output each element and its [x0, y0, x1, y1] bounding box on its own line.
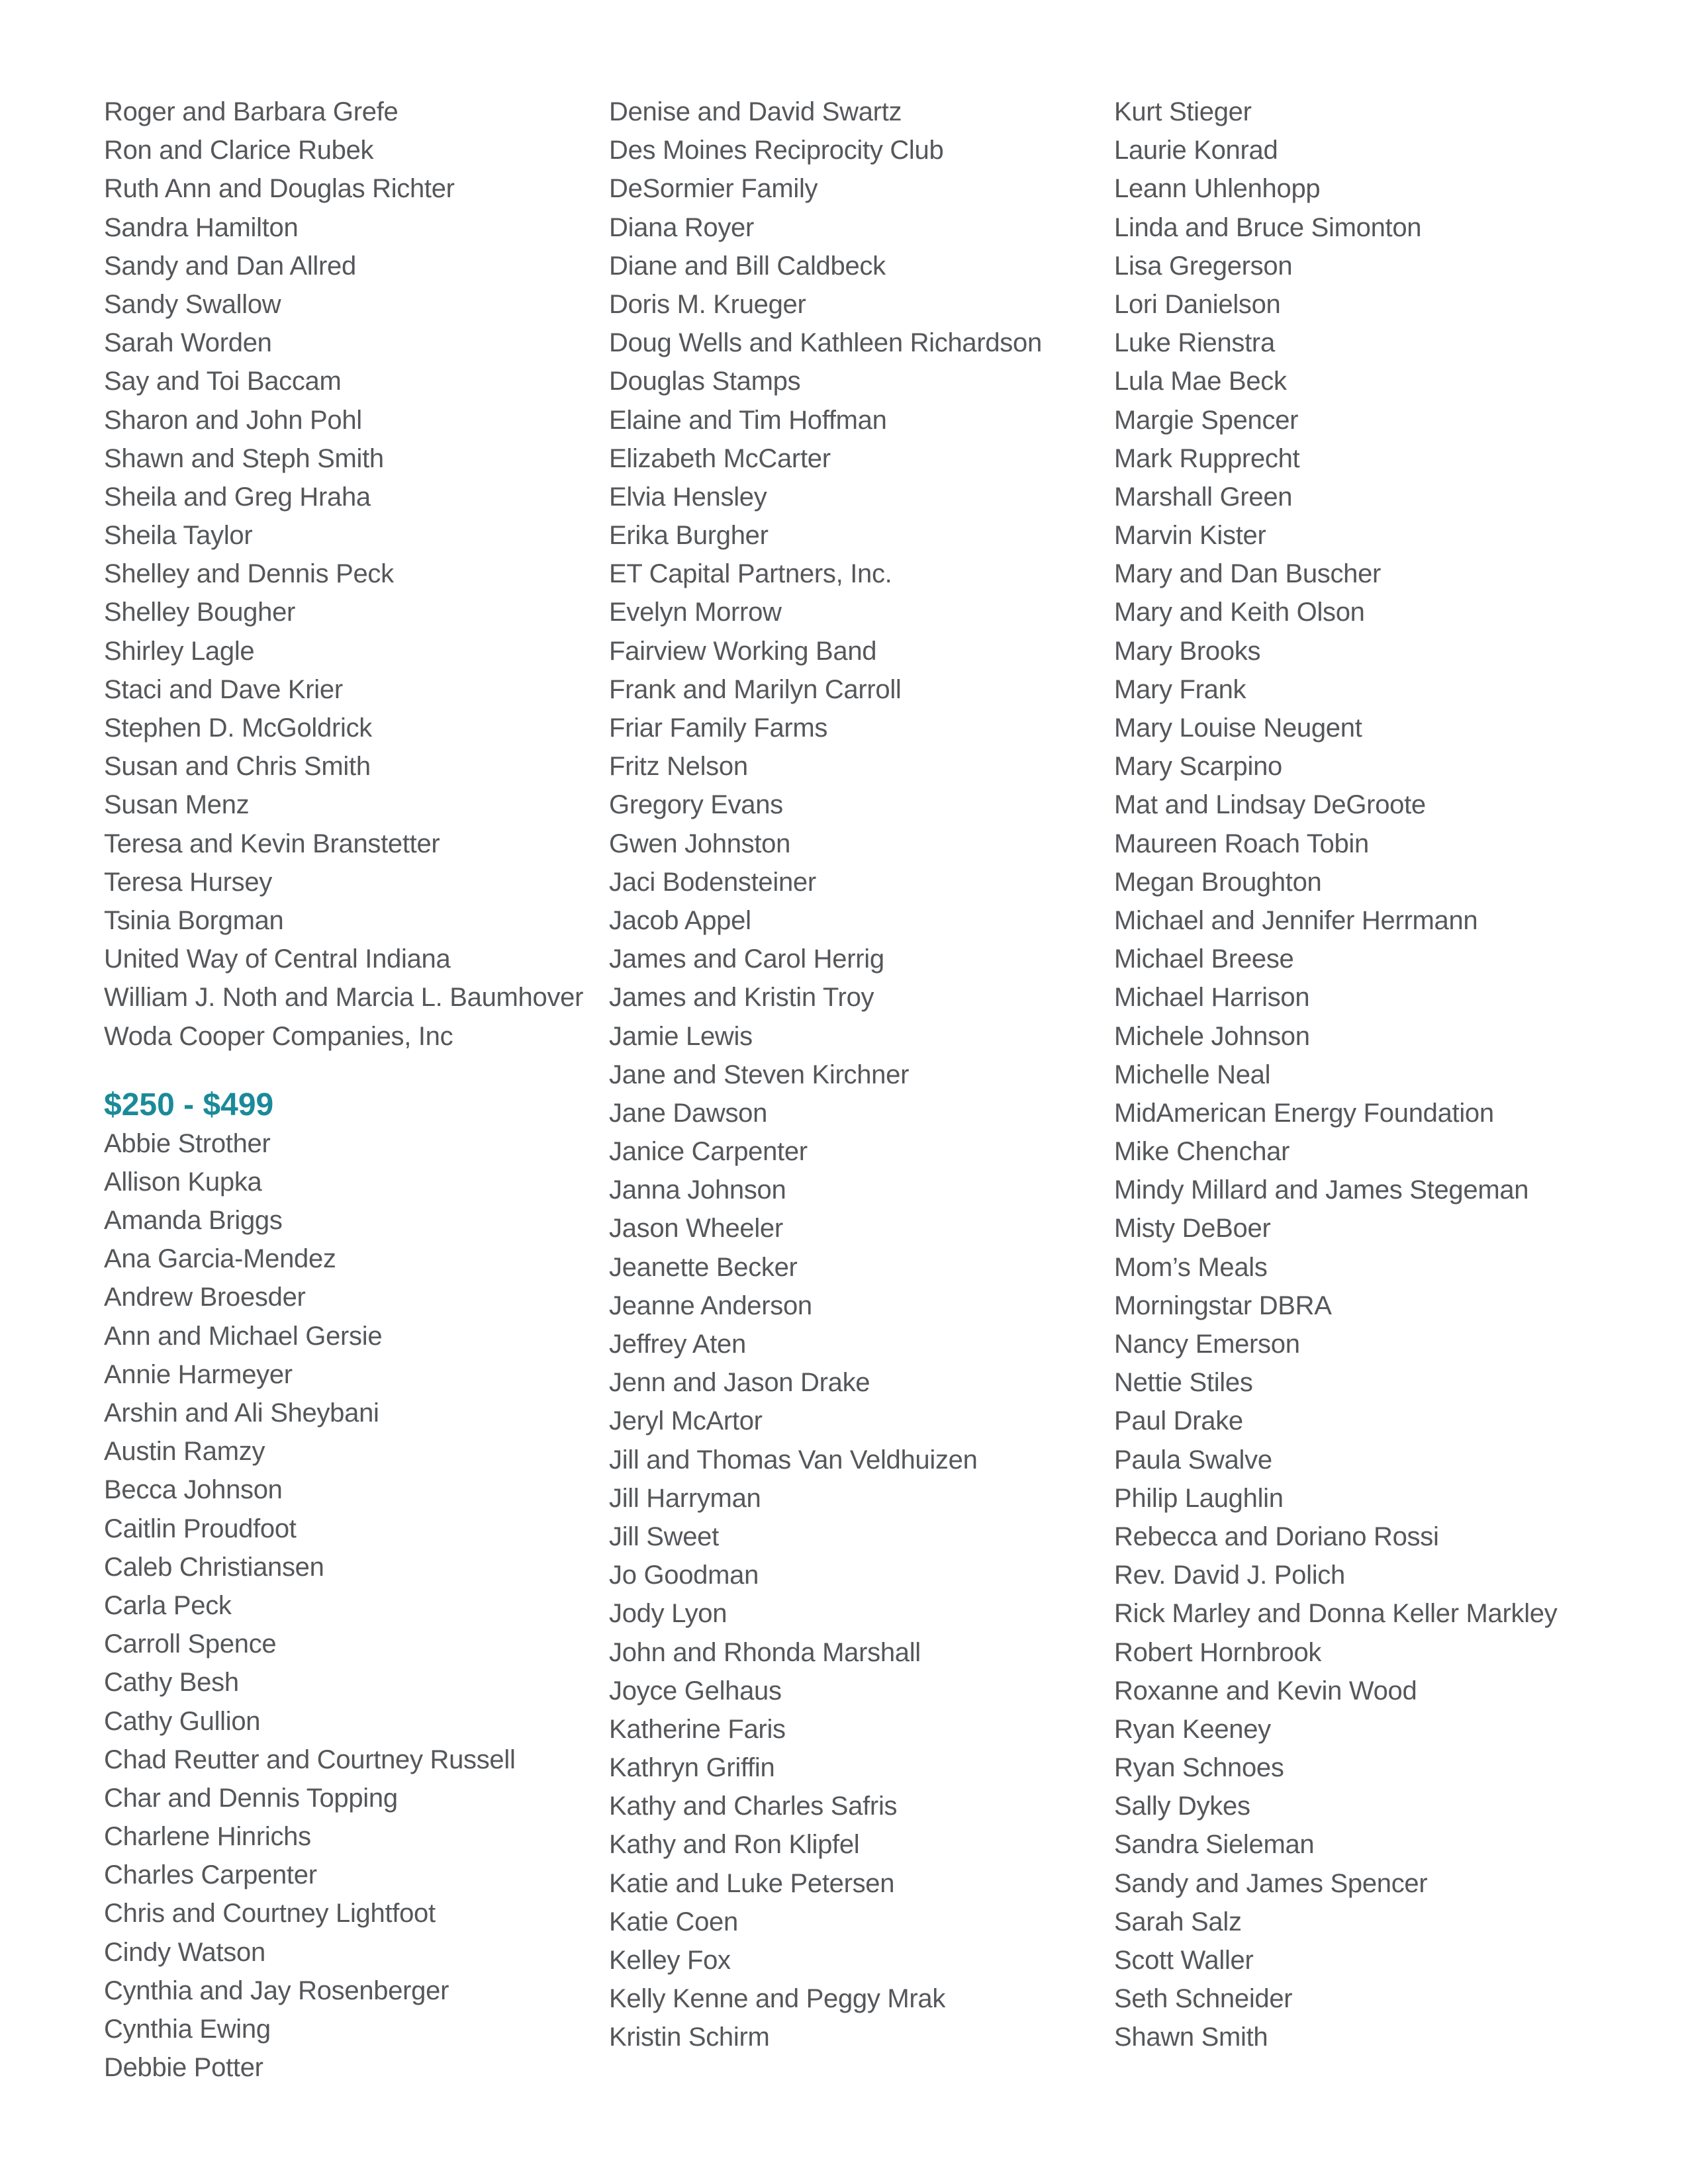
donor-name: Shirley Lagle: [104, 636, 255, 666]
donor-name: Mary Louise Neugent: [1114, 713, 1362, 743]
donor-list: [1114, 93, 1617, 2057]
donor-name: William J. Noth and Marcia L. Baumhover: [104, 983, 584, 1013]
donor-name: Ana Garcia-Mendez: [104, 1244, 336, 1274]
donor-name: Rebecca and Doriano Rossi: [1114, 1522, 1439, 1551]
donor-name: Kathy and Charles Safris: [609, 1792, 898, 1821]
donor-name: Sharon and John Pohl: [104, 405, 362, 435]
donor-name: Sally Dykes: [1114, 1792, 1250, 1821]
donor-name: DeSormier Family: [609, 174, 818, 204]
donor-name: Charles Carpenter: [104, 1860, 317, 1890]
donor-name: Mindy Millard and James Stegeman: [1114, 1175, 1529, 1205]
donor-name: Jill Harryman: [609, 1483, 761, 1513]
donor-name: Sandra Sieleman: [1114, 1830, 1315, 1860]
donor-name: Doug Wells and Kathleen Richardson: [609, 328, 1042, 358]
donor-name: Jacob Appel: [609, 905, 751, 935]
donor-name: Erika Burgher: [609, 521, 769, 551]
donor-name: Douglas Stamps: [609, 367, 801, 396]
donor-name: Misty DeBoer: [1114, 1214, 1271, 1244]
donor-name: United Way of Central Indiana: [104, 944, 451, 974]
donor-name: Carla Peck: [104, 1590, 232, 1620]
donor-name: Des Moines Reciprocity Club: [609, 136, 944, 165]
donor-name: Rick Marley and Donna Keller Markley: [1114, 1599, 1558, 1629]
donor-name: Elvia Hensley: [609, 482, 767, 512]
donor-list-continued: [104, 93, 584, 1056]
donor-name: Teresa Hursey: [104, 867, 272, 897]
donor-name: Tsinia Borgman: [104, 905, 284, 935]
donor-name: Janna Johnson: [609, 1175, 786, 1205]
donor-name: Margie Spencer: [1114, 405, 1299, 435]
donor-name: Friar Family Farms: [609, 713, 828, 743]
donor-name: Kathryn Griffin: [609, 1753, 775, 1783]
donor-name: Sarah Worden: [104, 328, 272, 358]
donor-name: Katie Coen: [609, 1907, 738, 1936]
donor-name: Caleb Christiansen: [104, 1552, 324, 1582]
donor-name: Mary Brooks: [1114, 636, 1261, 666]
donor-name: Nancy Emerson: [1114, 1330, 1300, 1359]
donor-name: Gregory Evans: [609, 790, 783, 820]
donor-name: Cindy Watson: [104, 1937, 265, 1967]
donor-name: Jill Sweet: [609, 1522, 719, 1551]
donor-name: Char and Dennis Topping: [104, 1783, 398, 1813]
donor-name: Lisa Gregerson: [1114, 251, 1293, 281]
donor-name: Sandy and James Spencer: [1114, 1868, 1428, 1898]
donor-name: Shelley Bougher: [104, 598, 296, 627]
donor-name: Katie and Luke Petersen: [609, 1868, 895, 1898]
donor-name: Annie Harmeyer: [104, 1359, 293, 1389]
donor-name: Katherine Faris: [609, 1714, 786, 1744]
donor-name: Michael Harrison: [1114, 983, 1310, 1013]
donor-name: Cynthia and Jay Rosenberger: [104, 1976, 449, 2005]
donor-name: Mary and Dan Buscher: [1114, 559, 1382, 589]
donor-name: Roger and Barbara Grefe: [104, 97, 399, 126]
donor-name: Sandy and Dan Allred: [104, 251, 356, 281]
donor-name: Michael and Jennifer Herrmann: [1114, 905, 1478, 935]
donor-name: Kelley Fox: [609, 1946, 731, 1975]
donor-name: Ruth Ann and Douglas Richter: [104, 174, 455, 204]
donor-name: Shawn and Steph Smith: [104, 443, 384, 473]
donor-name: Denise and David Swartz: [609, 97, 902, 126]
donor-name: Sheila Taylor: [104, 521, 253, 551]
donor-name: Mike Chenchar: [1114, 1137, 1290, 1167]
donor-column-1: [104, 93, 584, 2087]
donor-name: Mat and Lindsay DeGroote: [1114, 790, 1426, 820]
donor-name: Michael Breese: [1114, 944, 1294, 974]
donor-name: Ann and Michael Gersie: [104, 1321, 383, 1351]
donor-name: Shelley and Dennis Peck: [104, 559, 394, 589]
donor-name: Jason Wheeler: [609, 1214, 783, 1244]
donor-name: Andrew Broesder: [104, 1283, 306, 1312]
donor-name: Ron and Clarice Rubek: [104, 136, 374, 165]
donor-name: ET Capital Partners, Inc.: [609, 559, 892, 589]
donor-name: Becca Johnson: [104, 1475, 283, 1505]
donor-name: Kathy and Ron Klipfel: [609, 1830, 860, 1860]
donor-name: Staci and Dave Krier: [104, 674, 343, 704]
donor-list: [609, 93, 1086, 2057]
donor-name: Ryan Keeney: [1114, 1714, 1271, 1744]
donor-name: Charlene Hinrichs: [104, 1822, 311, 1852]
donor-name: Linda and Bruce Simonton: [1114, 212, 1422, 242]
donor-name: Morningstar DBRA: [1114, 1291, 1332, 1320]
donor-name: Janice Carpenter: [609, 1137, 808, 1167]
donor-name: Michele Johnson: [1114, 1021, 1310, 1051]
donor-name: Arshin and Ali Sheybani: [104, 1398, 379, 1428]
donor-name: Jo Goodman: [609, 1561, 759, 1590]
donor-name: Nettie Stiles: [1114, 1368, 1253, 1398]
donor-name: Joyce Gelhaus: [609, 1676, 782, 1706]
donor-name: Chad Reutter and Courtney Russell: [104, 1745, 516, 1774]
donor-name: Woda Cooper Companies, Inc: [104, 1021, 453, 1051]
donor-name: Luke Rienstra: [1114, 328, 1275, 358]
donor-name: Allison Kupka: [104, 1167, 262, 1197]
donor-name: Teresa and Kevin Branstetter: [104, 829, 440, 858]
donor-name: Cathy Gullion: [104, 1706, 261, 1736]
donor-name: Jeanne Anderson: [609, 1291, 812, 1320]
donor-name: Jody Lyon: [609, 1599, 727, 1629]
donor-name: Marshall Green: [1114, 482, 1293, 512]
donor-name: Austin Ramzy: [104, 1437, 265, 1467]
donor-name: Debbie Potter: [104, 2053, 263, 2083]
donor-name: Rev. David J. Polich: [1114, 1561, 1345, 1590]
donor-name: Jaci Bodensteiner: [609, 867, 816, 897]
donor-name: Cathy Besh: [104, 1668, 239, 1698]
donor-list-250-499: [104, 1124, 581, 2087]
donor-name: Jeryl McArtor: [609, 1406, 763, 1436]
donor-name: Philip Laughlin: [1114, 1483, 1284, 1513]
donor-name: Sandy Swallow: [104, 289, 281, 319]
donor-name: Cynthia Ewing: [104, 2015, 271, 2044]
donor-name: Stephen D. McGoldrick: [104, 713, 372, 743]
donor-name: Chris and Courtney Lightfoot: [104, 1899, 436, 1929]
donor-name: Sarah Salz: [1114, 1907, 1242, 1936]
donor-name: John and Rhonda Marshall: [609, 1637, 921, 1667]
donor-name: James and Kristin Troy: [609, 983, 874, 1013]
donor-name: Mary Frank: [1114, 674, 1246, 704]
donor-name: Susan Menz: [104, 790, 250, 820]
donor-name: Caitlin Proudfoot: [104, 1514, 297, 1543]
donor-name: Kelly Kenne and Peggy Mrak: [609, 1984, 946, 2014]
donor-name: Leann Uhlenhopp: [1114, 174, 1321, 204]
donor-name: Jamie Lewis: [609, 1021, 753, 1051]
donor-name: Elizabeth McCarter: [609, 443, 831, 473]
donor-name: Jane Dawson: [609, 1098, 768, 1128]
donor-name: Fritz Nelson: [609, 752, 748, 782]
donor-name: Elaine and Tim Hoffman: [609, 405, 887, 435]
donor-name: Maureen Roach Tobin: [1114, 829, 1369, 858]
donor-name: Abbie Strother: [104, 1128, 271, 1158]
donor-name: Lula Mae Beck: [1114, 367, 1287, 396]
donor-name: MidAmerican Energy Foundation: [1114, 1098, 1494, 1128]
donor-name: Scott Waller: [1114, 1946, 1254, 1975]
donor-column-2: [609, 93, 1086, 2057]
section-heading-250-499: $250 - $499: [104, 1087, 274, 1122]
donor-name: Mark Rupprecht: [1114, 443, 1300, 473]
donor-name: Kurt Stieger: [1114, 97, 1252, 126]
donor-name: Gwen Johnston: [609, 829, 791, 858]
donor-name: Carroll Spence: [104, 1629, 277, 1659]
donor-name: Evelyn Morrow: [609, 598, 782, 627]
donor-name: Jeanette Becker: [609, 1252, 798, 1282]
donor-name: Mom’s Meals: [1114, 1252, 1268, 1282]
donor-name: Jane and Steven Kirchner: [609, 1060, 910, 1089]
donor-name: Marvin Kister: [1114, 521, 1266, 551]
donor-name: Diane and Bill Caldbeck: [609, 251, 886, 281]
donor-name: Seth Schneider: [1114, 1984, 1293, 2014]
donor-name: Diana Royer: [609, 212, 755, 242]
donor-name: Lori Danielson: [1114, 289, 1281, 319]
donor-name: Amanda Briggs: [104, 1206, 283, 1236]
donor-name: Susan and Chris Smith: [104, 752, 371, 782]
donor-column-3: [1114, 93, 1617, 2057]
donor-name: Jeffrey Aten: [609, 1330, 746, 1359]
donor-name: Laurie Konrad: [1114, 136, 1278, 165]
donor-name: Jenn and Jason Drake: [609, 1368, 870, 1398]
donor-name: Say and Toi Baccam: [104, 367, 342, 396]
donor-name: Paul Drake: [1114, 1406, 1243, 1436]
donor-name: Robert Hornbrook: [1114, 1637, 1322, 1667]
donor-name: Sheila and Greg Hraha: [104, 482, 371, 512]
donor-name: Ryan Schnoes: [1114, 1753, 1284, 1783]
donor-name: James and Carol Herrig: [609, 944, 884, 974]
donor-name: Paula Swalve: [1114, 1445, 1272, 1475]
donor-name: Shawn Smith: [1114, 2023, 1268, 2052]
donor-name: Jill and Thomas Van Veldhuizen: [609, 1445, 978, 1475]
donor-name: Mary Scarpino: [1114, 752, 1282, 782]
donor-name: Frank and Marilyn Carroll: [609, 674, 902, 704]
donor-name: Roxanne and Kevin Wood: [1114, 1676, 1417, 1706]
donor-name: Sandra Hamilton: [104, 212, 299, 242]
donor-name: Megan Broughton: [1114, 867, 1322, 897]
donor-name: Mary and Keith Olson: [1114, 598, 1365, 627]
donor-name: Michelle Neal: [1114, 1060, 1271, 1089]
donor-name: Fairview Working Band: [609, 636, 877, 666]
donor-name: Kristin Schirm: [609, 2023, 770, 2052]
donor-name: Doris M. Krueger: [609, 289, 806, 319]
